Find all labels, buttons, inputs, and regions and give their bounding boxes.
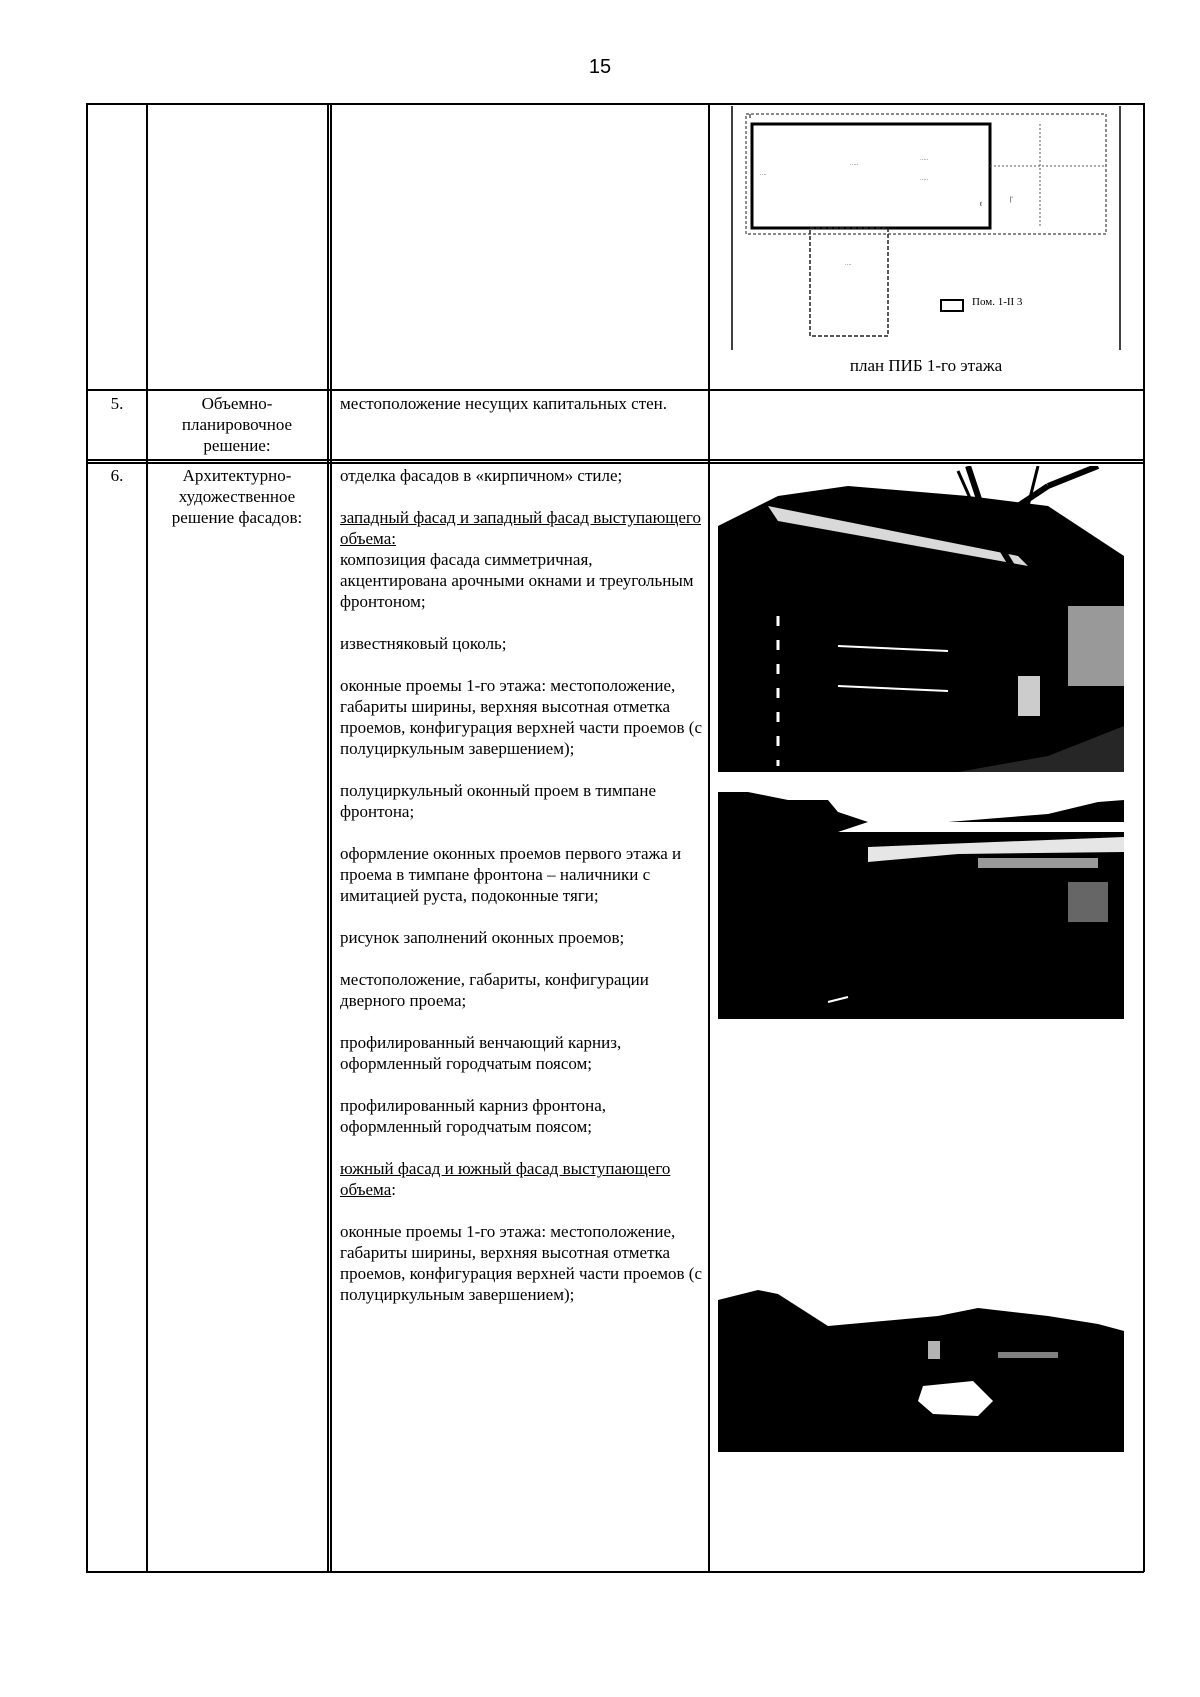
table-row-divider (86, 462, 1144, 464)
content-paragraph: композиция фасада симметричная, акцентирована арочными окнами и треугольным фронтоном; (340, 550, 694, 611)
content-paragraph: известняковый цоколь; (340, 634, 507, 653)
plan-caption: план ПИБ 1-го этажа (849, 356, 1003, 375)
row-number: 6. (110, 466, 124, 485)
content-paragraph: профилированный карниз фронтона, оформленный городчатым поясом; (340, 1096, 607, 1136)
row-title: Объемно-планировочное решение: (181, 394, 293, 455)
svg-text:|': |' (1010, 197, 1013, 203)
svg-text:····: ···· (760, 172, 767, 178)
table-border-left (86, 103, 88, 1572)
table-col-divider (146, 103, 148, 1572)
content-paragraph: рисунок заполнений оконных проемов; (340, 928, 625, 947)
south-facade-photo (718, 1286, 1124, 1452)
content-paragraph: западный фасад и западный фасад выступающего объема: (340, 508, 701, 548)
section-heading-south: южный фасад и южный фасад выступающего объема (340, 1159, 671, 1199)
floor-plan-image (730, 106, 1122, 350)
table-col-divider (708, 103, 710, 1572)
svg-text:·····: ····· (920, 177, 929, 183)
table-row-divider (86, 389, 1144, 391)
table-border-top (86, 103, 1144, 105)
content-paragraph: южный фасад и южный фасад выступающего объема: (340, 1159, 671, 1199)
row-number: 5. (110, 394, 124, 413)
content-paragraph: местоположение несущих капитальных стен. (340, 394, 668, 413)
content-paragraph: оформление оконных проемов первого этажа и проема в тимпане фронтона – наличники с имитацией руста, подоконные тяги; (340, 844, 682, 905)
row-content (340, 465, 702, 1326)
page-number: 15 (588, 56, 612, 78)
table-col-divider (330, 103, 332, 1572)
west-facade-photo (718, 466, 1124, 772)
content-paragraph: профилированный венчающий карниз, оформленный городчатым поясом; (340, 1033, 622, 1073)
svg-text:ℓ: ℓ (980, 202, 982, 208)
svg-text:·····: ····· (850, 162, 859, 168)
content-paragraph: местоположение, габариты, конфигурации дверного проема; (340, 970, 649, 1010)
svg-text:····: ···· (845, 262, 852, 268)
content-paragraph: оконные проемы 1-го этажа: местоположение, габариты ширины, верхняя высотная отметка проемов, конфигурация верхней части проемов (с полуциркульным завершением); (340, 676, 702, 758)
west-facade-photo-2 (718, 792, 1124, 1019)
table-border-bottom (86, 1571, 1144, 1573)
row-content (340, 393, 700, 414)
plan-legend: Пом. 1-II 3 (972, 296, 1023, 308)
content-paragraph: отделка фасадов в «кирпичном» стиле; (340, 466, 623, 485)
table-col-divider (327, 103, 329, 1572)
table-border-right (1143, 103, 1145, 1572)
content-paragraph: полуциркульный оконный проем в тимпане фронтона; (340, 781, 656, 821)
content-paragraph: оконные проемы 1-го этажа: местоположение, габариты ширины, верхняя высотная отметка проемов, конфигурация верхней части проемов (с полуциркульным завершением); (340, 1222, 702, 1304)
row-title: Архитектурно-художественное решение фасадов: (171, 466, 303, 527)
section-heading-west: западный фасад и западный фасад выступающего объема (340, 508, 701, 548)
svg-text:·····: ····· (920, 157, 929, 163)
table-row-divider (86, 459, 1144, 461)
